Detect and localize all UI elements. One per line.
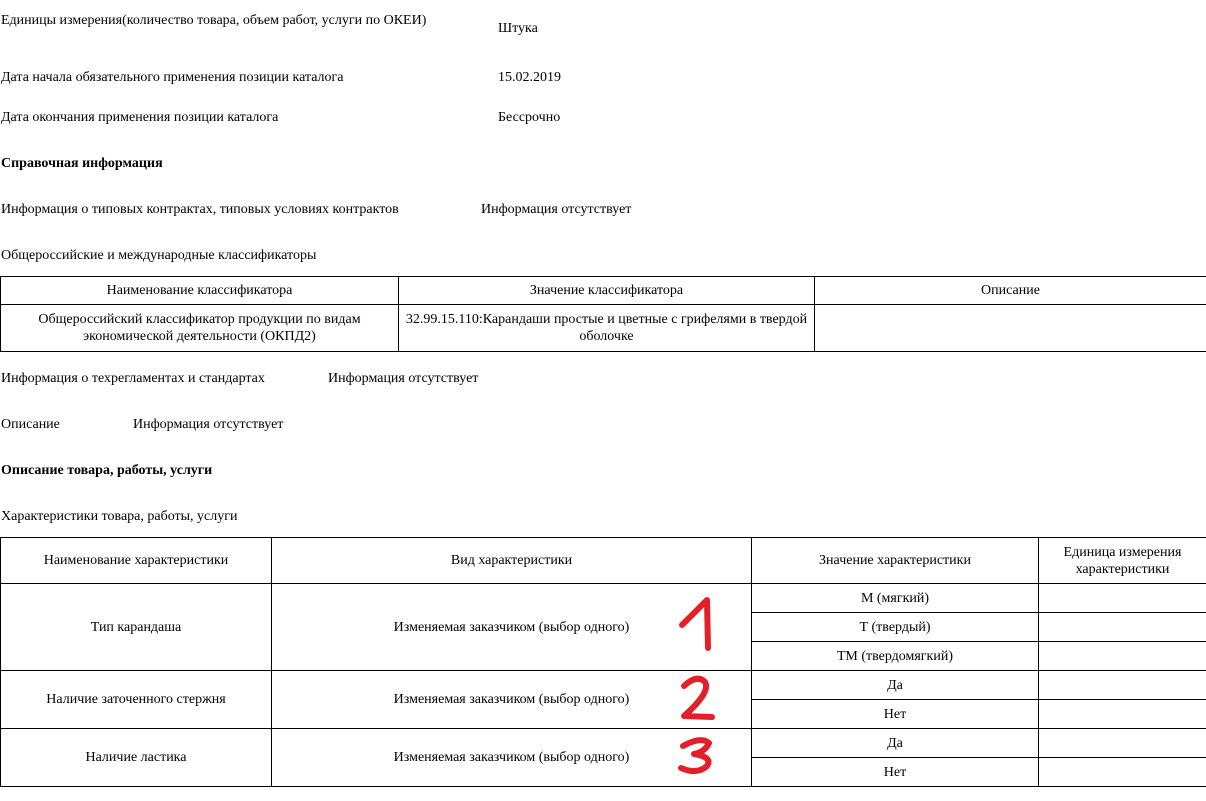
characteristic-value-cell: ТМ (твердомягкий) xyxy=(752,642,1039,671)
prop-units-label: Единицы измерения(количество товара, объем работ, услуги по ОКЕИ) xyxy=(1,13,427,28)
characteristic-kind-cell: Изменяемая заказчиком (выбор одного) xyxy=(272,729,752,787)
contracts-label: Информация о типовых контрактах, типовых условиях контрактов xyxy=(1,202,399,217)
characteristic-name-cell: Наличие заточенного стержня xyxy=(1,671,272,729)
characteristic-value-cell: Да xyxy=(752,671,1039,700)
classifiers-header-value: Значение классификатора xyxy=(399,277,815,305)
reference-heading: Справочная информация xyxy=(1,156,163,171)
characteristic-kind-cell: Изменяемая заказчиком (выбор одного) xyxy=(272,671,752,729)
characteristics-header-unit: Единица измерения характеристики xyxy=(1039,538,1206,584)
characteristic-unit-cell xyxy=(1039,642,1206,671)
characteristic-unit-cell xyxy=(1039,700,1206,729)
characteristics-header-value: Значение характеристики xyxy=(752,538,1039,584)
classifiers-header-description: Описание xyxy=(815,277,1206,305)
characteristic-unit-cell xyxy=(1039,758,1206,787)
characteristic-unit-cell xyxy=(1039,584,1206,613)
classifier-description-cell xyxy=(815,305,1206,352)
characteristic-name-cell: Тип карандаша xyxy=(1,584,272,671)
characteristic-kind-cell: Изменяемая заказчиком (выбор одного) xyxy=(272,584,752,671)
characteristic-value-cell: Нет xyxy=(752,758,1039,787)
characteristic-unit-cell xyxy=(1039,671,1206,700)
prop-units-value: Штука xyxy=(498,21,538,36)
characteristics-header-kind: Вид характеристики xyxy=(272,538,752,584)
characteristic-value-cell: М (мягкий) xyxy=(752,584,1039,613)
characteristic-unit-cell xyxy=(1039,729,1206,758)
description-value: Информация отсутствует xyxy=(133,417,284,432)
characteristic-unit-cell xyxy=(1039,613,1206,642)
characteristic-value-cell: Нет xyxy=(752,700,1039,729)
prop-start-date-value: 15.02.2019 xyxy=(498,70,561,85)
characteristics-title: Характеристики товара, работы, услуги xyxy=(1,509,238,524)
prop-end-date-label: Дата окончания применения позиции каталога xyxy=(1,110,279,125)
description-label: Описание xyxy=(1,417,60,432)
characteristics-table xyxy=(0,537,1206,787)
prop-start-date-label: Дата начала обязательного применения позиции каталога xyxy=(1,70,344,85)
classifiers-header-name: Наименование классификатора xyxy=(1,277,399,305)
product-description-heading: Описание товара, работы, услуги xyxy=(1,463,213,478)
tech-regulations-label: Информация о техрегламентах и стандартах xyxy=(1,371,265,386)
classifiers-title: Общероссийские и международные классификаторы xyxy=(1,248,317,263)
characteristic-value-cell: Да xyxy=(752,729,1039,758)
characteristics-header-name: Наименование характеристики xyxy=(1,538,272,584)
characteristic-name-cell: Наличие ластика xyxy=(1,729,272,787)
prop-end-date-value: Бессрочно xyxy=(498,110,561,125)
classifier-value-cell: 32.99.15.110:Карандаши простые и цветные с грифелями в твердой оболочке xyxy=(399,305,815,352)
characteristic-value-cell: Т (твердый) xyxy=(752,613,1039,642)
classifier-name-cell: Общероссийский классификатор продукции по видам экономической деятельности (ОКПД2) xyxy=(1,305,399,352)
contracts-value: Информация отсутствует xyxy=(481,202,632,217)
tech-regulations-value: Информация отсутствует xyxy=(328,371,479,386)
classifiers-table xyxy=(0,276,1206,352)
